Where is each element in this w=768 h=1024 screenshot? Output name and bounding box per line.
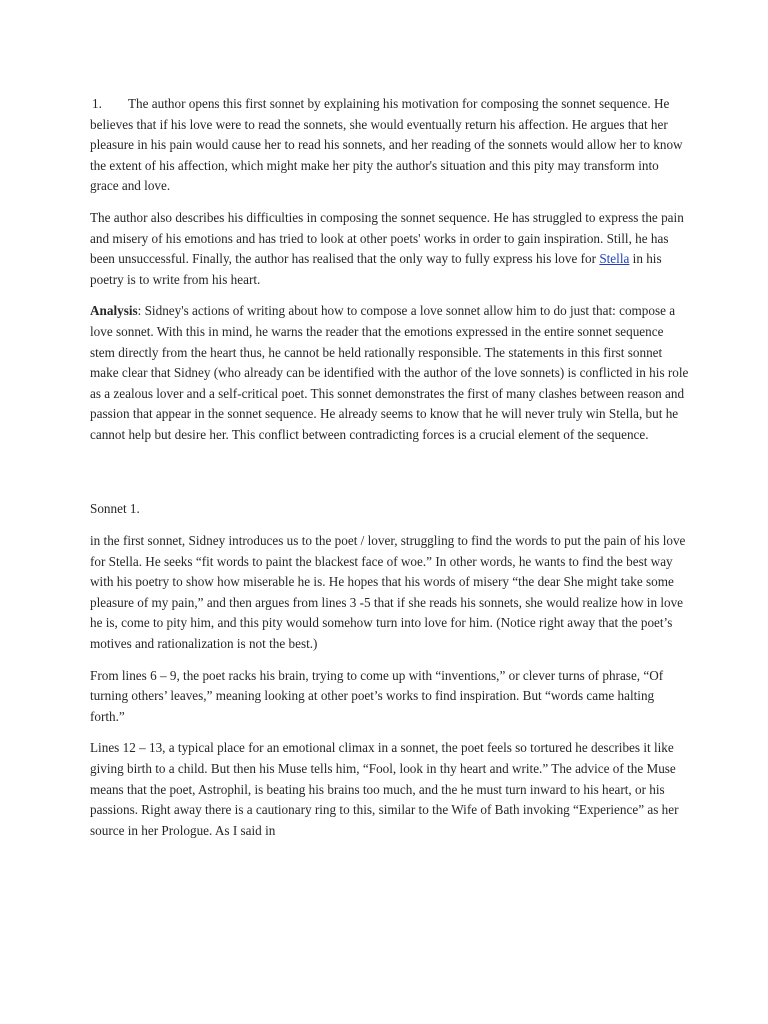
paragraph-intro: in the first sonnet, Sidney introduces us to the poet / lover, struggling to find the words to put the pain of his love for Stella. He seeks “fit words to paint the blackest face of woe.” In other words, he wants to find the best way with his poetry to show how miserable he is. He hopes that his words of misery “the dear She might take some pleasure of my pain,” and then argues from lines 3 -5 that if she reads his sonnets, she would realize how in love he is, come to pity him, and this pity would somehow turn into love for him. (Notice right away that the poet’s motives and rationalization is not the best.) [90,533,686,652]
paragraph-summary [90,94,690,197]
stella-link[interactable]: Stella [599,251,630,267]
difficulties-text-start: The author also describes his difficulties in composing the sonnet sequence. He has struggled to express the pain and misery of his emotions and has tried to look at other poets' works in order to gain inspiration. Still, he has been unsuccessful. Finally, the author has realised that the only way to fully express his love for [90,209,684,267]
paragraph-difficulties [90,208,690,290]
section-heading: Sonnet 1. [90,500,140,516]
paragraph-lines-12-13: Lines 12 – 13, a typical place for an emotional climax in a sonnet, the poet feels so tortured he describes it like giving birth to a child. But then his Muse tells him, “Fool, look in thy heart and write.” The advice of the Muse means that the poet, Astrophil, is beating his brains too much, and the he must turn inward to his heart, or his passions. Right away there is a cautionary ring to this, similar to the Wife of Bath invoking “Experience” as her source in her Prologue. As I said in [90,740,679,838]
paragraph-lines-6-9: From lines 6 – 9, the poet racks his brain, trying to come up with “inventions,” or clever turns of phrase, “Of turning others’ leaves,” meaning looking at other poet’s works to find inspiration. But “words came halting forth.” [90,667,664,724]
summary-text: The author opens this first sonnet by explaining his motivation for composing the sonnet sequence. He believes that if his love were to read the sonnets, she would eventually return his affection. He argues that her pleasure in his pain would cause her to read his sonnets, and her reading of the sonnets would allow her to know the extent of his affection, which might make her pity the author's situation and this pity may transform into grace and love. [90,96,683,194]
list-number: 1. [92,96,102,111]
analysis-label: Analysis [90,303,138,319]
document-body [90,94,690,852]
analysis-text: : Sidney's actions of writing about how to compose a love sonnet allow him to do just that: compose a love sonnet. With this in mind, he warns the reader that the emotions expressed in the entire sonnet sequence stem directly from the heart thus, he cannot be held rationally responsible. The statements in this first sonnet make clear that Sidney (who already can be identified with the author of the love sonnets) is conflicted in his role as a zealous lover and a self-critical poet. This sonnet demonstrates the first of many clashes between reason and passion that appear in the sonnet sequence. He already seems to know that he will never truly win Stella, but he cannot help but desire her. This conflict between contradicting forces is a crucial element of the sequence. [90,303,689,442]
paragraph-analysis [90,301,690,445]
spacer [90,457,690,499]
difficulties-text-end: in his poetry is to write from his heart. [90,251,662,287]
